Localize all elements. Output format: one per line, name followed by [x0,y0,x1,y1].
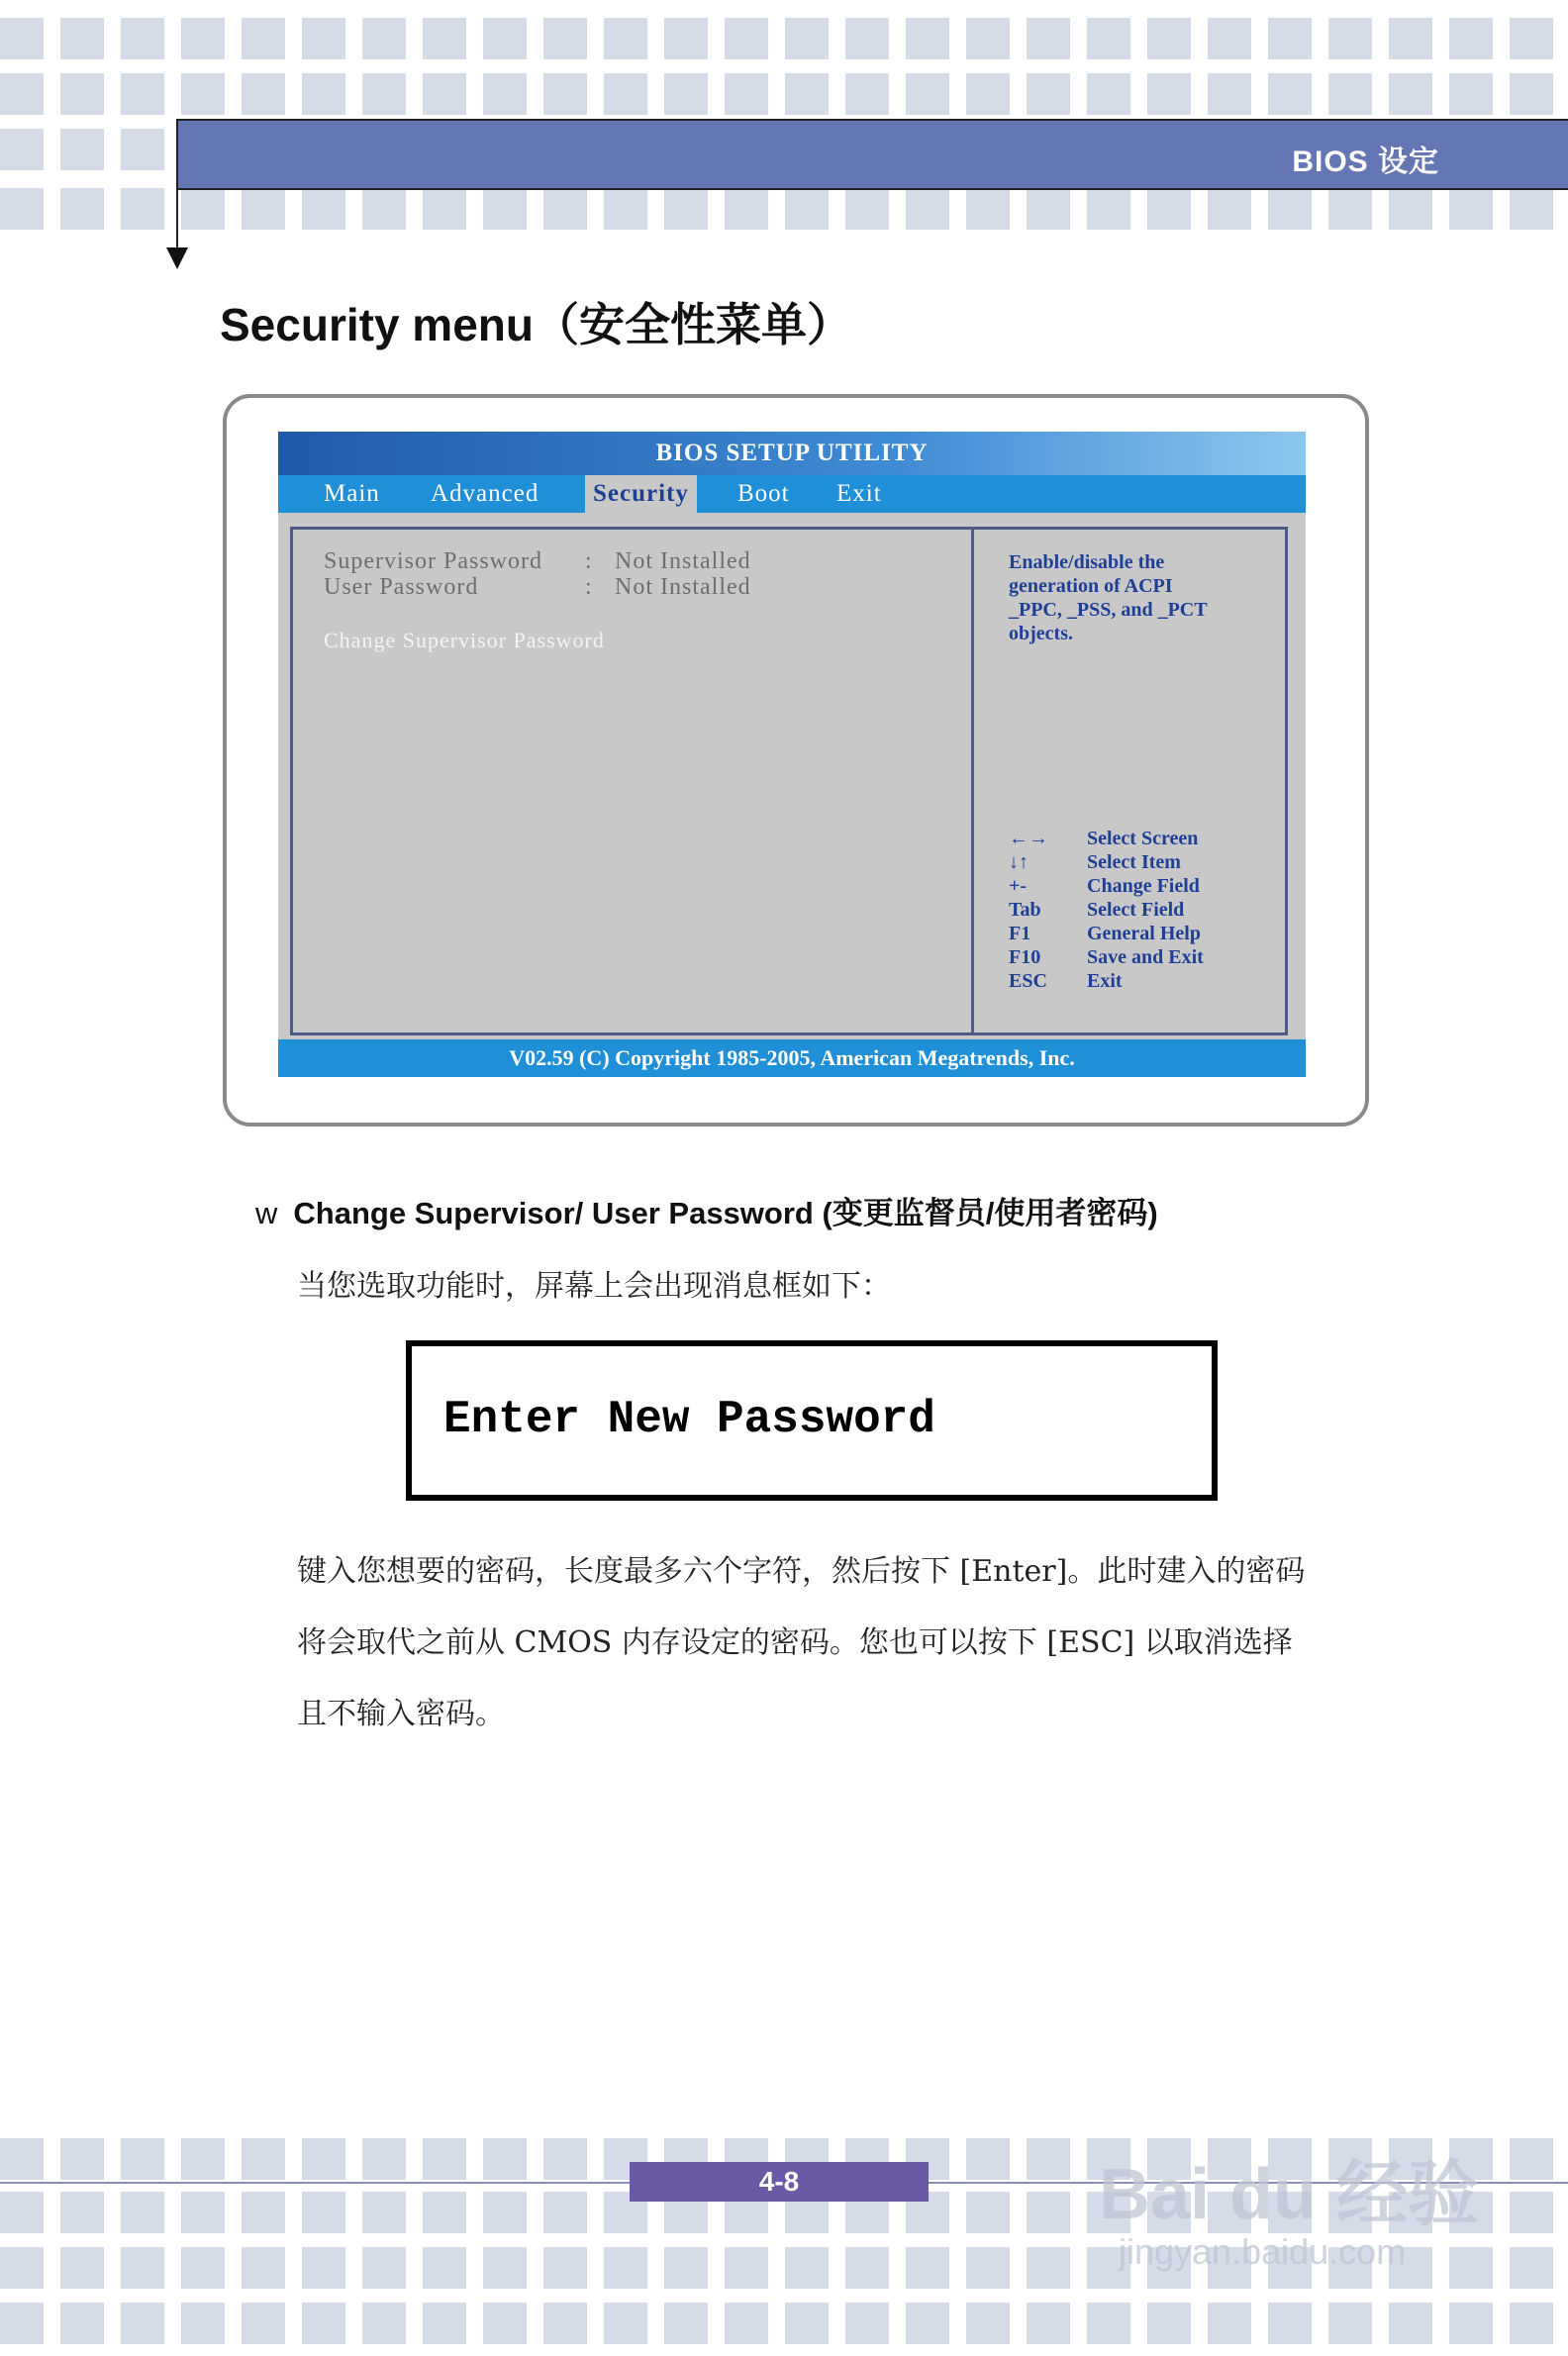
header-vertical-line [176,119,178,247]
key-f10: F10 [1009,946,1041,968]
user-password-sep: : [585,574,593,600]
key-esc: ESC [1009,970,1047,992]
help-line-2: generation of ACPI [1009,575,1173,597]
tab-main[interactable]: Main [324,480,380,507]
key-action-exit: Exit [1087,970,1123,992]
arrow-down-icon [166,247,188,269]
intro-text: 当您选取功能时，屏幕上会出现消息框如下： [297,1269,891,1304]
key-action-save-exit: Save and Exit [1087,946,1204,968]
section-header-bar [176,119,1568,190]
supervisor-password-value: Not Installed [615,548,751,574]
password-prompt-text: Enter New Password [443,1394,935,1445]
tab-security[interactable]: Security [585,475,697,513]
bios-copyright-bar: V02.59 (C) Copyright 1985-2005, American Megatrends, Inc. [278,1039,1306,1077]
key-f1: F1 [1009,923,1031,944]
supervisor-password-label: Supervisor Password [324,548,542,574]
page-title: Security menu（安全性菜单） [220,299,852,350]
user-password-value: Not Installed [615,574,751,600]
tab-exit[interactable]: Exit [836,480,882,507]
user-password-label: User Password [324,574,479,600]
top-tile-row-4 [0,188,1568,230]
key-arrows-lr: ←→ [1009,828,1048,849]
top-tile-row-2 [0,73,1568,115]
tab-advanced[interactable]: Advanced [431,480,539,507]
section-label: BIOS 设定 [1292,146,1439,178]
top-tile-row-3 [0,129,176,170]
bios-setup-screen [278,432,1306,1077]
supervisor-password-sep: : [585,548,593,574]
section-heading-text: Change Supervisor/ User Password (变更监督员/使用者密码) [293,1196,1158,1230]
bios-title-bar: BIOS SETUP UTILITY [278,432,1306,475]
top-tile-row-1 [0,18,1568,59]
key-tab: Tab [1009,899,1041,921]
help-line-1: Enable/disable the [1009,551,1165,573]
bios-settings-panel [290,527,974,1035]
change-supervisor-password-item[interactable]: Change Supervisor Password [324,628,605,652]
bullet-marker: w [255,1196,278,1230]
key-action-select-item: Select Item [1087,851,1181,873]
password-prompt-box [406,1340,1218,1501]
bottom-tile-row-4 [0,2303,1568,2344]
help-line-3: _PPC, _PSS, and _PCT [1009,599,1208,621]
key-action-select-field: Select Field [1087,899,1185,921]
key-arrows-ud: ↓↑ [1009,851,1029,873]
watermark-url: jingyan.baidu.com [1119,2231,1407,2272]
page-number: 4-8 [630,2162,929,2202]
key-action-general-help: General Help [1087,923,1201,944]
key-plus-minus: +- [1009,875,1028,897]
section-heading [255,1188,1158,1232]
watermark-brand: Bai du 经验 [1099,2155,1480,2234]
body-line-2: 将会取代之前从 CMOS 内存设定的密码。您也可以按下 [ESC] 以取消选择 [297,1625,1293,1660]
body-line-1: 键入您想要的密码，长度最多六个字符，然后按下 [Enter]。此时建入的密码 [297,1554,1306,1589]
key-action-change-field: Change Field [1087,875,1200,897]
tab-boot[interactable]: Boot [737,480,790,507]
help-line-4: objects. [1009,623,1073,644]
key-action-select-screen: Select Screen [1087,828,1199,849]
bios-menu-bar [278,475,1306,513]
baidu-watermark [1099,2136,1544,2275]
body-line-3: 且不输入密码。 [297,1697,505,1731]
